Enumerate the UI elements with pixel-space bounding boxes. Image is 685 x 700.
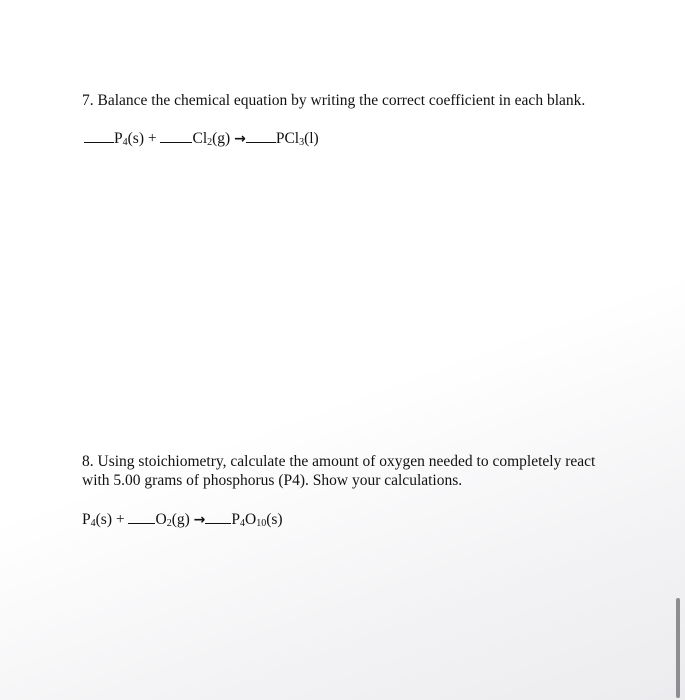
formula-p4: $P_4(s)$ + xyxy=(114,130,157,148)
formula-p4: $P_4(s)$ + xyxy=(82,511,125,529)
coefficient-blank-o2[interactable] xyxy=(128,508,155,524)
coefficient-blank-pcl3[interactable] xyxy=(246,127,276,143)
vertical-scrollbar[interactable] xyxy=(676,598,680,698)
formula-pcl3: PCl$_3$(l) xyxy=(275,130,319,148)
right-arrow-icon: → xyxy=(193,512,206,528)
question-7-prompt: 7. Balance the chemical equation by writing the correct coefficient in each blank. xyxy=(82,92,586,109)
coefficient-blank-p4[interactable] xyxy=(84,127,114,143)
formula-p4o10: $P_4O_{10}(s)$ xyxy=(231,511,283,529)
right-arrow-icon: → xyxy=(234,131,246,147)
question-8-prompt: 8. Using stoichiometry, calculate the amount of oxygen needed to completely react with 5.00 grams of phosphorus (P4). Show your calculations. xyxy=(82,453,596,489)
question-7-equation xyxy=(84,127,319,153)
coefficient-blank-cl2[interactable] xyxy=(160,127,192,143)
formula-cl2: $Cl_2(g)$ xyxy=(192,130,231,148)
formula-o2: $O_2(g)$ xyxy=(155,511,190,529)
coefficient-blank-p4o10[interactable] xyxy=(205,508,231,524)
question-8-equation xyxy=(82,508,283,534)
